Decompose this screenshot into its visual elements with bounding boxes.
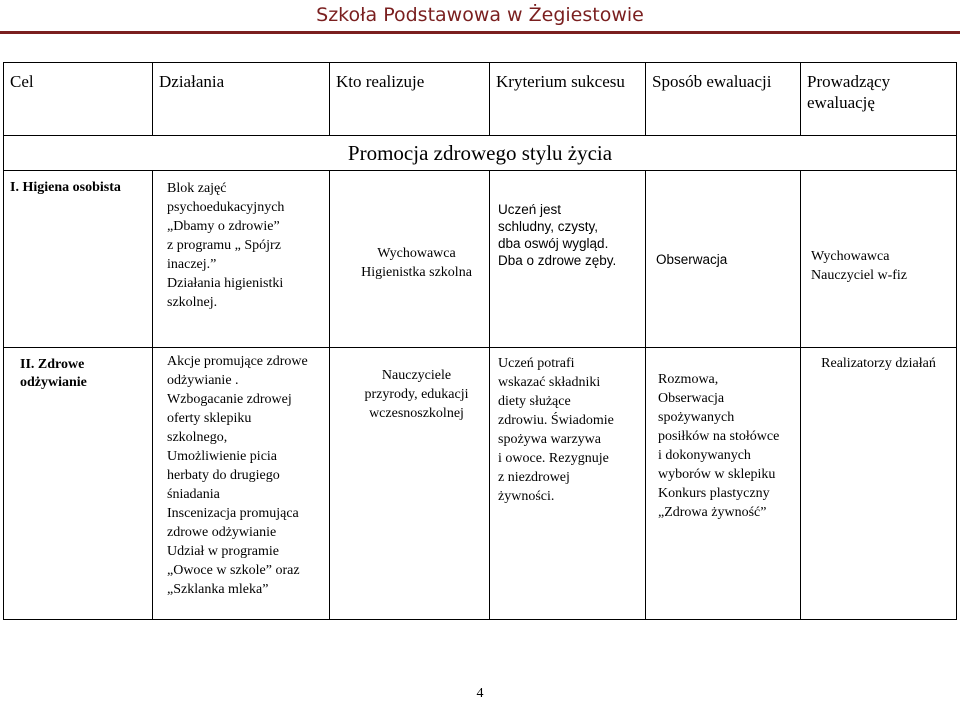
actions-cell bbox=[153, 348, 330, 620]
criterion-line: Uczeń potrafi bbox=[498, 356, 575, 371]
actions-line: śniadania bbox=[167, 487, 220, 502]
evaluator-line: Wychowawca bbox=[811, 249, 890, 264]
table-header-row bbox=[4, 63, 957, 136]
section-title: Promocja zdrowego stylu życia bbox=[4, 136, 957, 171]
who-line: wczesnoszkolnej bbox=[369, 406, 464, 421]
criterion-cell bbox=[490, 171, 646, 348]
method-cell bbox=[646, 171, 801, 348]
actions-line: „Owoce w szkole” oraz bbox=[167, 563, 300, 578]
criterion-line: żywności. bbox=[498, 489, 555, 504]
table-row bbox=[4, 171, 957, 348]
criterion-line: dba oswój wygląd. bbox=[498, 236, 609, 251]
criterion-line: i owoce. Rezygnuje bbox=[498, 451, 609, 466]
who-line: Wychowawca bbox=[377, 246, 456, 261]
criterion-line: schludny, czysty, bbox=[498, 219, 599, 234]
plan-table bbox=[3, 62, 957, 620]
who-cell bbox=[330, 171, 490, 348]
criterion-line: zdrowiu. Świadomie bbox=[498, 413, 614, 428]
actions-line: Udział w programie bbox=[167, 544, 279, 559]
actions-line: odżywianie . bbox=[167, 373, 239, 388]
actions-cell bbox=[153, 171, 330, 348]
method-line: Rozmowa, bbox=[658, 372, 719, 387]
criterion-cell bbox=[490, 348, 646, 620]
actions-line: herbaty do drugiego bbox=[167, 468, 280, 483]
evaluator-line: Realizatorzy działań bbox=[821, 356, 936, 371]
section-title-row bbox=[4, 136, 957, 171]
evaluator-line: Nauczyciel w-fiz bbox=[811, 268, 907, 283]
actions-line: z programu „ Spójrz bbox=[167, 238, 281, 253]
actions-line: Działania higienistki bbox=[167, 276, 284, 291]
actions-line: zdrowe odżywianie bbox=[167, 525, 277, 540]
column-header-kto-realizuje: Kto realizuje bbox=[330, 63, 490, 136]
method-line: spożywanych bbox=[658, 410, 735, 425]
criterion-line: wskazać składniki bbox=[498, 375, 601, 390]
who-line: przyrody, edukacji bbox=[364, 387, 469, 402]
page-number: 4 bbox=[476, 686, 484, 701]
goal-cell bbox=[4, 348, 153, 620]
method-cell bbox=[646, 348, 801, 620]
criterion-line: spożywa warzywa bbox=[498, 432, 602, 447]
who-line: Higienistka szkolna bbox=[361, 265, 472, 280]
actions-line: inaczej.” bbox=[167, 257, 217, 272]
actions-line: „Dbamy o zdrowie” bbox=[167, 219, 280, 234]
who-line: Nauczyciele bbox=[381, 368, 452, 383]
method-line: wyborów w sklepiku bbox=[658, 467, 776, 482]
column-header-dzialania: Działania bbox=[153, 63, 330, 136]
method-line: „Zdrowa żywność” bbox=[658, 505, 767, 520]
criterion-line: Dba o zdrowe zęby. bbox=[498, 253, 617, 268]
actions-line: szkolnego, bbox=[167, 430, 228, 445]
criterion-line: Uczeń jest bbox=[498, 202, 562, 217]
method-line: posiłków na stołówce bbox=[658, 429, 780, 444]
actions-line: Akcje promujące zdrowe bbox=[167, 354, 308, 369]
who-cell bbox=[330, 348, 490, 620]
criterion-line: diety służące bbox=[498, 394, 571, 409]
actions-line: Blok zajęć bbox=[167, 181, 227, 196]
method-line: Konkurs plastyczny bbox=[658, 486, 770, 501]
actions-line: oferty sklepiku bbox=[167, 411, 252, 426]
document-header-title: Szkoła Podstawowa w Żegiestowie bbox=[316, 4, 644, 26]
goal-line: II. Zdrowe bbox=[20, 357, 85, 372]
column-header-sposob-ewaluacji: Sposób ewaluacji bbox=[646, 63, 801, 136]
actions-line: Wzbogacanie zdrowej bbox=[167, 392, 292, 407]
column-header-prowadzacy-ewaluacje: Prowadzący ewaluację bbox=[801, 63, 957, 136]
header-divider bbox=[0, 31, 960, 34]
actions-line: szkolnej. bbox=[167, 295, 218, 310]
evaluator-cell bbox=[801, 171, 957, 348]
actions-line: „Szklanka mleka” bbox=[167, 582, 269, 597]
evaluator-cell bbox=[801, 348, 957, 620]
method-line: i dokonywanych bbox=[658, 448, 751, 463]
method-line: Obserwacja bbox=[658, 391, 725, 406]
table-row bbox=[4, 348, 957, 620]
actions-line: Inscenizacja promująca bbox=[167, 506, 299, 521]
column-header-cel: Cel bbox=[4, 63, 153, 136]
criterion-line: z niezdrowej bbox=[498, 470, 570, 485]
method-line: Obserwacja bbox=[656, 251, 728, 267]
column-header-kryterium-sukcesu: Kryterium sukcesu bbox=[490, 63, 646, 136]
goal-line: odżywianie bbox=[20, 375, 87, 390]
actions-line: Umożliwienie picia bbox=[167, 449, 278, 464]
actions-line: psychoedukacyjnych bbox=[167, 200, 285, 215]
goal-cell: I. Higiena osobista bbox=[4, 171, 153, 348]
